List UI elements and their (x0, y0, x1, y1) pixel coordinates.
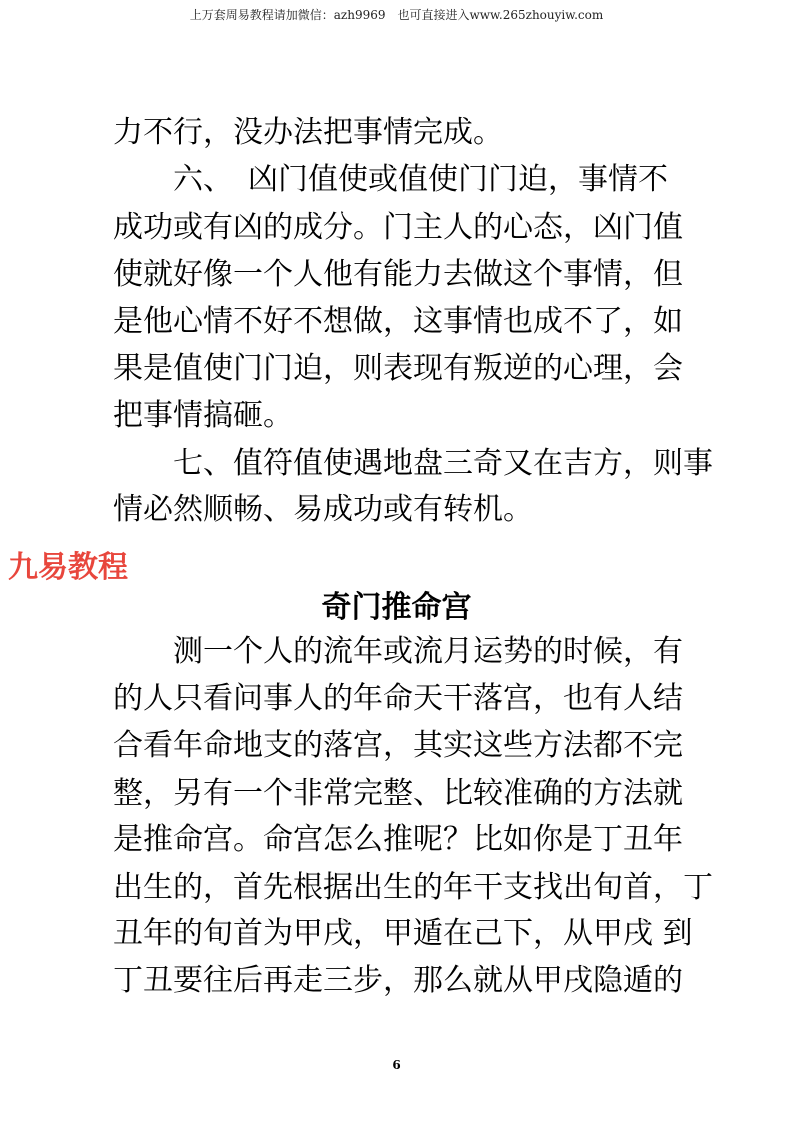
section-title: 奇门推命宫 (321, 590, 472, 625)
text-line: 使就好像一个人他有能力去做这个事情，但 (113, 257, 683, 292)
text-line: 情必然顺畅、易成功或有转机。 (113, 492, 533, 527)
text-line: 六、 凶门值使或值使门门迫，事情不 (113, 162, 668, 197)
text-line: 力不行，没办法把事情完成。 (113, 115, 503, 150)
text-line: 出生的，首先根据出生的年干支找出旬首，丁 (113, 870, 713, 905)
text-line: 把事情搞砸。 (113, 398, 293, 433)
page-header: 上万套周易教程请加微信：azh9969 也可直接进入www.265zhouyiw.com (189, 8, 604, 22)
text-line: 丑年的旬首为甲戌，甲遁在己下，从甲戌 到 (113, 916, 693, 951)
text-line: 测一个人的流年或流月运势的时候，有 (113, 634, 683, 669)
text-line: 是他心情不好不想做，这事情也成不了，如 (113, 304, 683, 339)
page-number: 6 (392, 1058, 401, 1072)
text-line: 果是值使门门迫，则表现有叛逆的心理，会 (113, 351, 683, 386)
text-line: 七、值符值使遇地盘三奇又在吉方，则事 (113, 446, 713, 481)
text-line: 成功或有凶的成分。门主人的心态，凶门值 (113, 210, 683, 245)
text-line: 丁丑要往后再走三步，那么就从甲戌隐遁的 (113, 963, 683, 998)
text-line: 整，另有一个非常完整、比较准确的方法就 (113, 776, 683, 811)
text-line: 的人只看问事人的年命天干落宫，也有人结 (113, 681, 683, 716)
text-line: 是推命宫。命宫怎么推呢？比如你是丁丑年 (113, 822, 683, 857)
text-line: 合看年命地支的落宫，其实这些方法都不完 (113, 728, 683, 763)
watermark-logo: 九易教程 (8, 550, 128, 585)
